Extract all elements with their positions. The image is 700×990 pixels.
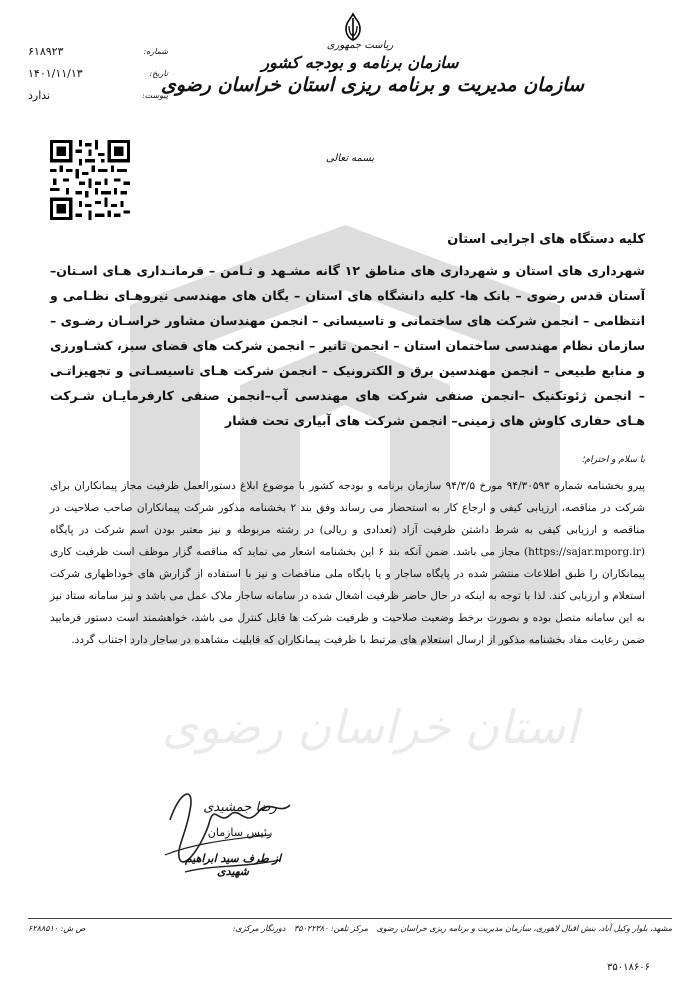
signatory-title: رئیس سازمان [207, 826, 273, 839]
date-label: تاریخ: [149, 68, 168, 78]
recipients-list: شهرداری های استان و شهرداری های مناطق ۱۲ گانه مشـهد و ثـامن – فرمانـداری هـای اسـتان– آستان قدس رضوی – بانک ها- کلیه دانشگاه های استان – یگان های مهندسی نیروهـای نظـامی و انتظامی – انجمن شرکت های ساختمانی و تاسیساتی – انجمن مهندسان مشاور خراسـان رضـوی – سازمان نظام مهندسی ساختمان استان – انجمن تانیر – انجمن شرکت های فضای سبز، کشـاورزی و منابع طبیعی – انجمن مهندسین برق و الکترونیک – انجمن شرکت هـای تاسیسـاتی و تجهیزاتـی – انجمن ژئوتکنیک –انجمن صنفی شرکت های مهندسی آب–انجمن صنفی کارفرمایـان شـرکت هـای حفاری کاوش های زمینی– انجمن شرکت های آبیاری تحت فشار [50, 263, 645, 428]
footer-phone: مرکز تلفن: ۳۵۰۲۲۳۸۰ [294, 924, 369, 933]
document-code: ۳۵۰۱۸۶۰۶ [607, 962, 650, 973]
national-org-name: سازمان برنامه و بودجه کشور [261, 53, 459, 72]
iran-emblem-icon [342, 12, 364, 42]
attachment-value: ندارد [28, 88, 51, 102]
meta-date-row [28, 62, 168, 84]
meta-number-row [28, 40, 168, 62]
letterhead [150, 40, 585, 96]
provincial-org-name: سازمان مدیریت و برنامه ریزی استان خراسان رضوی [160, 74, 585, 96]
letter-meta [28, 40, 168, 106]
footer-postal: ص ش: ۶۲۸۸۵۱۰ [28, 924, 86, 933]
presidency-label: ریاست جمهوری [326, 40, 394, 51]
watermark-text: استان خراسان رضوی [161, 700, 579, 754]
footer-divider [28, 918, 672, 919]
date-value: ۱۴۰۱/۱۱/۱۳ [28, 66, 83, 80]
letter-body: پیرو بخشنامه شماره ۹۴/۳۰۵۹۳ مورخ ۹۴/۳/۵ سازمان برنامه و بودجه کشور با موضوع ابلاغ دستورالعمل ظرفیت مجاز پیمانکاران برای شرکت در مناقصه، ارزیابی کیفی و ارجاع کار به استحضار می رساند وفق بند ۲ بخشنامه مذکور شرکت پیمانکاران صاحب صلاحیت در مناقصه و ارزیابی کیفی به شرط داشتن ظرفیت آزاد (تعدادی و ریالی) در رشته مربوطه و نیز معتبر بودن اسم شرکت در پایگاه (https://sajar.mporg.ir) مجاز می باشد. ضمن آنکه بند ۶ این بخشنامه اشعار می نماید که مناقصه گزار موظف است ظرفیت کاری پیمانکاران را طبق اطلاعات منتشر شده در پایگاه ساجار و یا پایگاه ملی مناقصات و نیز با استفاده از گزارش های خوداظهاری شرکت استعلام و ارزیابی کند. لذا با توجه به اینکه در حال حاضر ظرفیت اشغال شده در سامانه ساجار ملاک عمل می باشد و نیز سامانه ستاد نیز به این سامانه متصل بوده و بصورت برخط وضعیت صلاحیت و ظرفیت شرکت ها قابل کنترل می باشد، خواهشمند است دستور فرمایید ضمن رعایت مفاد بخشنامه مذکور از ارسال استعلام های مرتبط با ظرفیت پیمانکاران که قابلیت مشاهده در ساجار دارد اجتناب گردد. [50, 480, 646, 646]
on-behalf-of: از طرف سید ابراهیم شهیدی [184, 852, 282, 878]
basmala: بسمه تعالی [325, 153, 375, 164]
signatory-name: رضا جمشیدی [203, 800, 277, 815]
addressee: کلیه دستگاه های اجرایی استان [447, 232, 645, 247]
footer-address: مشهد، بلوار وکیل آباد، بنش اقبال لاهوری، سازمان مدیریت و برنامه ریزی خراسان رضوی [376, 924, 672, 933]
footer-fax: دورنگار مرکزی: [232, 924, 286, 933]
footer [28, 924, 672, 933]
number-value: ۶۱۸۹۲۳ [28, 44, 64, 58]
number-label: شماره: [143, 46, 168, 56]
meta-attachment-row [28, 84, 168, 106]
qr-code-icon [50, 140, 130, 220]
greeting: با سلام و احترام؛ [581, 455, 645, 465]
footer-contact [227, 924, 672, 933]
attachment-label: پیوست: [141, 90, 168, 100]
